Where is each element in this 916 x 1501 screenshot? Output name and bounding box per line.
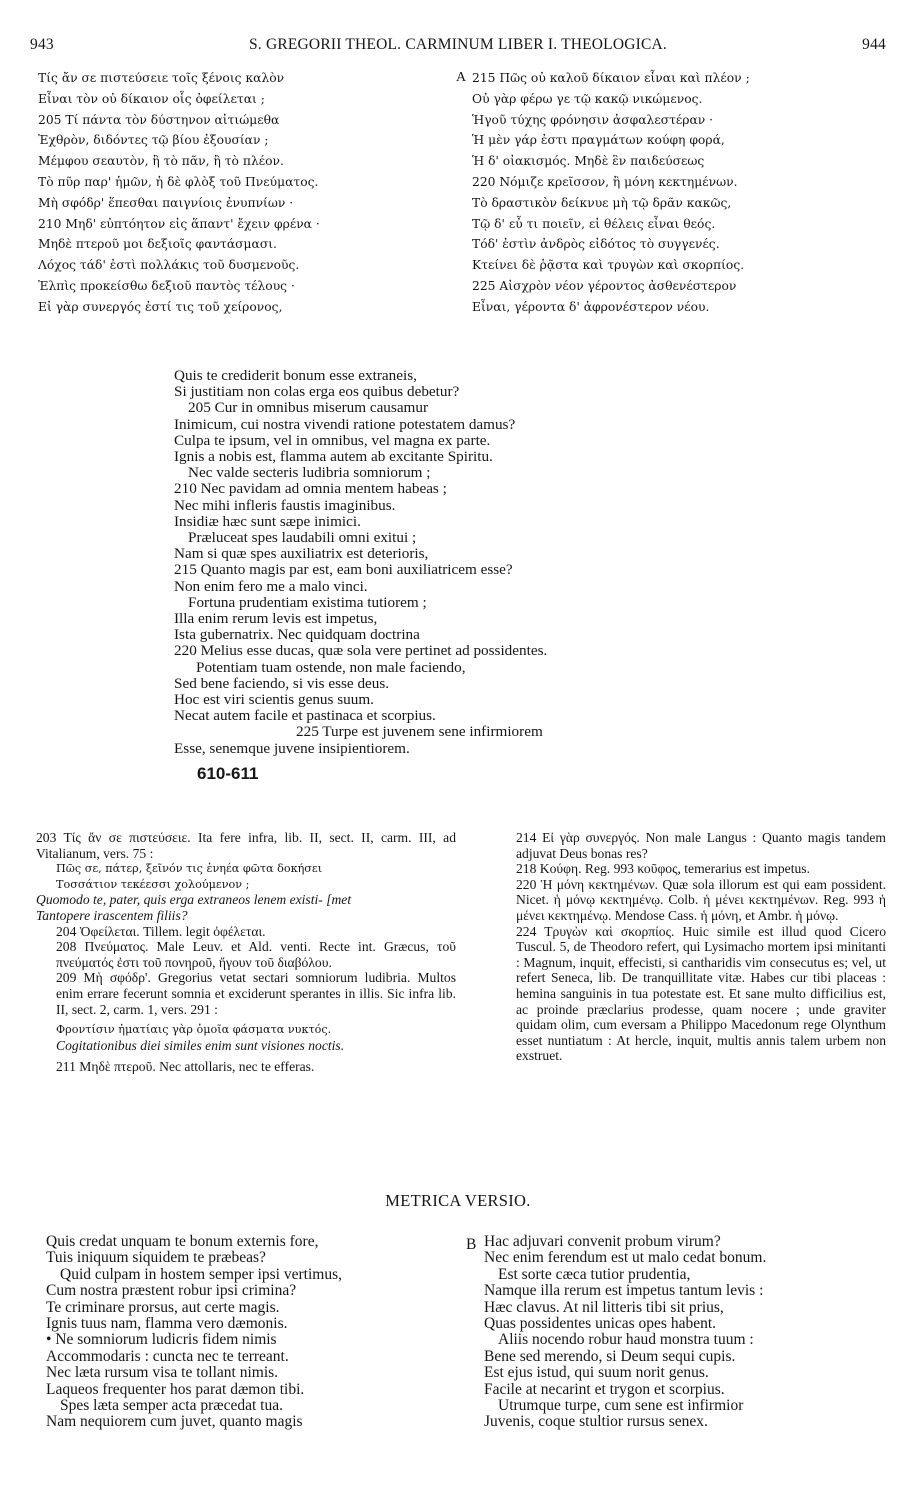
note-quote-greek: Τοσσάτιον τεκέεσσι χολούμενον ;: [56, 877, 250, 891]
margin-mark-a: A: [456, 70, 467, 85]
metrica-left: [46, 1234, 456, 1431]
section-title: METRICA VERSIO.: [385, 1191, 531, 1210]
latin-line: Quis te crediderit bonum esse extraneis,: [174, 367, 417, 384]
greek-line: 210 Μηδ' εὐπτόητον εἰς ἅπαντ' ἔχειν φρένα ·: [38, 216, 320, 231]
note: 218 Κούφη. Reg. 993 κοῦφος, temerarius est impetus.: [516, 861, 810, 877]
note: 220 Ἡ μόνη κεκτημένων. Quæ sola illorum est qui eam possident. Nicet. ἡ μόνῳ κεκτημένῳ. Colb. ἡ μένει κεκτημένων. Reg. 993 ἡ μένει κεκτημένῳ. Mendose Cass. ἡ μόνη, et Ambr. ἡ μόνῳ.: [516, 876, 886, 923]
latin-line: Fortuna prudentiam existima tutiorem ;: [188, 593, 427, 611]
note: 214 Εἰ γὰρ συνεργός. Non male Langus : Quanto magis tandem adjuvat Deus bonas res?: [516, 830, 886, 861]
greek-line: 215 Πῶς οὐ καλοῦ δίκαιον εἶναι καὶ πλέον ;: [472, 71, 750, 85]
note: 209 Μὴ σφόδρ'. Gregorius vetat sectari somniorum ludibria. Multos enim errare fecerunt somnia et exciderunt sperantes in illis. Sic infra lib. II, sect. 2, carm. 1, vers. 291 :: [56, 970, 456, 1017]
metrica-line: Est sorte cæca tutior prudentia,: [498, 1265, 691, 1283]
metrica-line: Quid culpam in hostem semper ipsi vertimus,: [60, 1265, 342, 1283]
greek-line: Ἡγοῦ τύχης φρόνησιν ἀσφαλεστέραν ·: [472, 112, 714, 127]
note: 211 Μηδὲ πτεροῦ. Nec attollaris, nec te efferas.: [56, 1059, 315, 1075]
note-quote-greek: Πῶς σε, πάτερ, ξεῖνόν τις ἐνηέα φῶτα δοκήσει: [56, 862, 323, 876]
note: 203 Τίς ἄν σε πιστεύσειε. Ita fere infra, lib. II, sect. II, carm. III, ad Vitalianum, vers. 75 :: [36, 830, 456, 861]
metrica-line: Nec enim ferendum est ut malo cedat bonum.: [484, 1249, 767, 1267]
latin-line: 205 Cur in omnibus miserum causamur: [188, 399, 429, 417]
greek-line: Οὐ γὰρ φέρω γε τῷ κακῷ νικώμενος.: [472, 91, 703, 106]
note: 204 Ὀφείλεται. Tillem. legit ὀφέλεται.: [56, 923, 266, 939]
greek-line: Εἰ γὰρ συνεργός ἐστί τις τοῦ χείρονος,: [38, 299, 283, 314]
metrica-line: Juvenis, coque stultior rursus senex.: [484, 1413, 708, 1431]
greek-line: 225 Αἰσχρὸν νέον γέροντος ἀσθενέστερον: [472, 278, 737, 293]
metrica-line: Accommodaris : cuncta nec te terreant.: [46, 1347, 289, 1365]
greek-line: Ἡ μὲν γάρ ἐστι πραγμάτων κούφη φορά,: [472, 133, 725, 148]
greek-line: Ἡ δ' οἰακισμός. Μηδὲ ἓν παιδεύσεως: [472, 154, 705, 169]
latin-line: Ignis a nobis est, flamma autem ab excitante Spiritu.: [174, 448, 493, 466]
metrica-right: [484, 1234, 894, 1431]
latin-line: Necat autem facile et pastinaca et scorpius.: [174, 707, 436, 725]
margin-mark-b: B: [466, 1236, 477, 1253]
note-quote-latin: Quomodo te, pater, quis erga extraneos lenem existi- [met: [36, 892, 352, 908]
greek-line: Τῷ δ' εὖ τι ποιεῖν, εἰ θέλεις εἶναι θεός.: [472, 216, 716, 231]
metrica-line: Te criminare prorsus, aut certe magis.: [46, 1298, 280, 1316]
note-quote-greek: Φροντίσιν ἠματίαις γὰρ ὁμοῖα φάσματα νυκτός.: [56, 1023, 332, 1037]
greek-line: Λόχος τάδ' ἐστὶ πολλάκις τοῦ δυσμενοῦς.: [38, 258, 300, 273]
metrica-line: Hæc clavus. At nil litteris tibi sit prius,: [484, 1298, 724, 1316]
metrica-line: Ignis tuus nam, flamma vero dæmonis.: [46, 1315, 288, 1333]
note: 208 Πνεύματος. Male Leuv. et Ald. venti. Recte int. Græcus, τοῦ πνεύματός ἐστι τοῦ πονηροῦ, ἤγουν τοῦ διαβόλου.: [56, 939, 456, 970]
latin-line: Esse, senemque juvene insipientiorem.: [174, 739, 410, 757]
latin-line: 210 Nec pavidam ad omnia mentem habeas ;: [174, 480, 447, 498]
greek-line: Μηδὲ πτεροῦ μοι δεξιοῖς φαντάσμασι.: [38, 237, 277, 252]
metrica-line: Quis credat unquam te bonum externis fore,: [46, 1233, 319, 1250]
greek-line: Εἶναι τὸν οὐ δίκαιον οἷς ὀφείλεται ;: [38, 91, 265, 106]
metrica-line: Bene sed merendo, si Deum sequi cupis.: [484, 1347, 736, 1365]
latin-line: Potentiam tuam ostende, non male faciendo,: [196, 658, 466, 676]
header-title: S. GREGORII THEOL. CARMINUM LIBER I. THEOLOGICA.: [248, 36, 668, 53]
latin-line: 225 Turpe est juvenem sene infirmiorem: [296, 723, 543, 741]
notes-right: [496, 830, 886, 1064]
latin-translation: [174, 368, 774, 757]
greek-text-right: [472, 68, 892, 318]
metrica-line: Nec læta rursum visa te tollant nimis.: [46, 1364, 279, 1382]
metrica-line: Nam nequiorem cum juvet, quanto magis: [46, 1413, 303, 1431]
greek-line: Τόδ' ἐστὶν ἀνδρὸς εἰδότος τὸ συγγενές.: [472, 237, 720, 252]
latin-line: Non enim fero me a malo vinci.: [174, 577, 368, 595]
greek-line: Ἐχθρὸν, διδόντες τῷ βίου ἐξουσίαν ;: [38, 133, 269, 148]
greek-line: Κτείνει δὲ ῥᾷστα καὶ τρυγὼν καὶ σκορπίος.: [472, 258, 745, 273]
column-numbers: 610-611: [197, 764, 259, 783]
page-number-right: 944: [862, 36, 886, 53]
latin-line: Insidiæ hæc sunt sæpe inimici.: [174, 512, 361, 530]
note-quote-latin: Cogitationibus diei similes enim sunt visiones noctis.: [56, 1037, 345, 1053]
greek-line: Τίς ἄν σε πιστεύσειε τοῖς ξένοις καλὸν: [38, 71, 285, 85]
greek-text-left: [38, 68, 458, 318]
metrica-line: Cum nostra præstent robur ipsi crimina?: [46, 1282, 297, 1300]
latin-line: Ista gubernatrix. Nec quidquam doctrina: [174, 626, 420, 644]
latin-line: Nec valde secteris ludibria somniorum ;: [188, 464, 431, 482]
latin-line: Præluceat spes laudabili omni exitui ;: [188, 529, 417, 547]
greek-line: Μέμφου σεαυτὸν, ἢ τὸ πᾶν, ἢ τὸ πλέον.: [38, 154, 284, 169]
greek-line: Τὸ δραστικὸν δείκνυε μὴ τῷ δρᾶν κακῶς,: [472, 195, 732, 210]
latin-line: 215 Quanto magis par est, eam boni auxiliatricem esse?: [174, 561, 513, 579]
greek-line: Εἶναι, γέροντα δ' ἀφρονέστερον νέου.: [472, 299, 710, 314]
latin-line: Hoc est viri scientis genus suum.: [174, 691, 374, 709]
metrica-line: • Ne somniorum ludicris fidem nimis: [46, 1331, 277, 1349]
page-number-left: 943: [30, 36, 54, 53]
running-header: [30, 36, 886, 56]
greek-line: 220 Νόμιζε κρεῖσσον, ἢ μόνη κεκτημένων.: [472, 174, 738, 189]
metrica-line: Spes læta semper acta præcedat tua.: [60, 1397, 283, 1415]
note-quote-latin: Tantopere irascentem filiis?: [36, 907, 188, 923]
metrica-line: Facile at necarint et trygon et scorpius.: [484, 1380, 725, 1398]
latin-line: 220 Melius esse ducas, quæ sola vere pertinet ad possidentes.: [174, 642, 548, 660]
greek-line: 205 Τί πάντα τὸν δύστηνον αἰτιώμεθα: [38, 112, 280, 127]
latin-line: Nec mihi infleris faustis imaginibus.: [174, 496, 396, 514]
greek-line: Ἐλπὶς προκείσθω δεξιοῦ παντὸς τέλους ·: [38, 278, 295, 293]
metrica-line: Namque illa rerum est impetus tantum levis :: [484, 1282, 764, 1300]
metrica-line: Tuis iniquum siquidem te præbeas?: [46, 1249, 266, 1267]
latin-line: Sed bene faciendo, si vis esse deus.: [174, 674, 390, 692]
notes-left: [36, 830, 456, 1075]
latin-line: Si justitiam non colas erga eos quibus debetur?: [174, 383, 460, 401]
latin-line: Inimicum, cui nostra vivendi ratione potestatem damus?: [174, 415, 516, 433]
metrica-line: Est ejus istud, qui suum norit genus.: [484, 1364, 709, 1382]
metrica-line: Laqueos frequenter hos parat dæmon tibi.: [46, 1380, 305, 1398]
latin-line: Culpa te ipsum, vel in omnibus, vel magna ex parte.: [174, 431, 491, 449]
latin-line: Illa enim rerum levis est impetus,: [174, 610, 378, 628]
metrica-line: Quas possidentes unicas opes habent.: [484, 1315, 717, 1333]
note: 224 Τρυγὼν καὶ σκορπίος. Huic simile est illud quod Cicero Tuscul. 5, de Theodoro refert, qui Lysimacho mortem ipsi minitanti : Magnum, inquit, effecisti, si cantharidis vim consecutus es; vel, ut refert Seneca, lib. De tranquillitate vitæ. Habes cur tibi placeas : hemina sanguinis in tua potestate est. Et sane multo difficilius est, ac proinde præclarius prodesse, quam nocere ; unde graviter quidam olim, cum eversam a Philippo Macedonum rege Olynthum esset nuntiatum : At hercle, inquit, multis annis talem urbem non exstruet.: [516, 923, 886, 1064]
metrica-line: Utrumque turpe, cum sene est infirmior: [498, 1397, 744, 1415]
metrica-line: Hac adjuvari convenit probum virum?: [484, 1233, 721, 1250]
greek-line: Μὴ σφόδρ' ἕπεσθαι παιγνίοις ἐνυπνίων ·: [38, 195, 294, 210]
greek-line: Τὸ πῦρ παρ' ἡμῶν, ἡ δὲ φλὸξ τοῦ Πνεύματος.: [38, 174, 319, 189]
metrica-line: Aliis nocendo robur haud monstra tuum :: [498, 1331, 754, 1349]
latin-line: Nam si quæ spes auxiliatrix est deterioris,: [174, 545, 429, 563]
